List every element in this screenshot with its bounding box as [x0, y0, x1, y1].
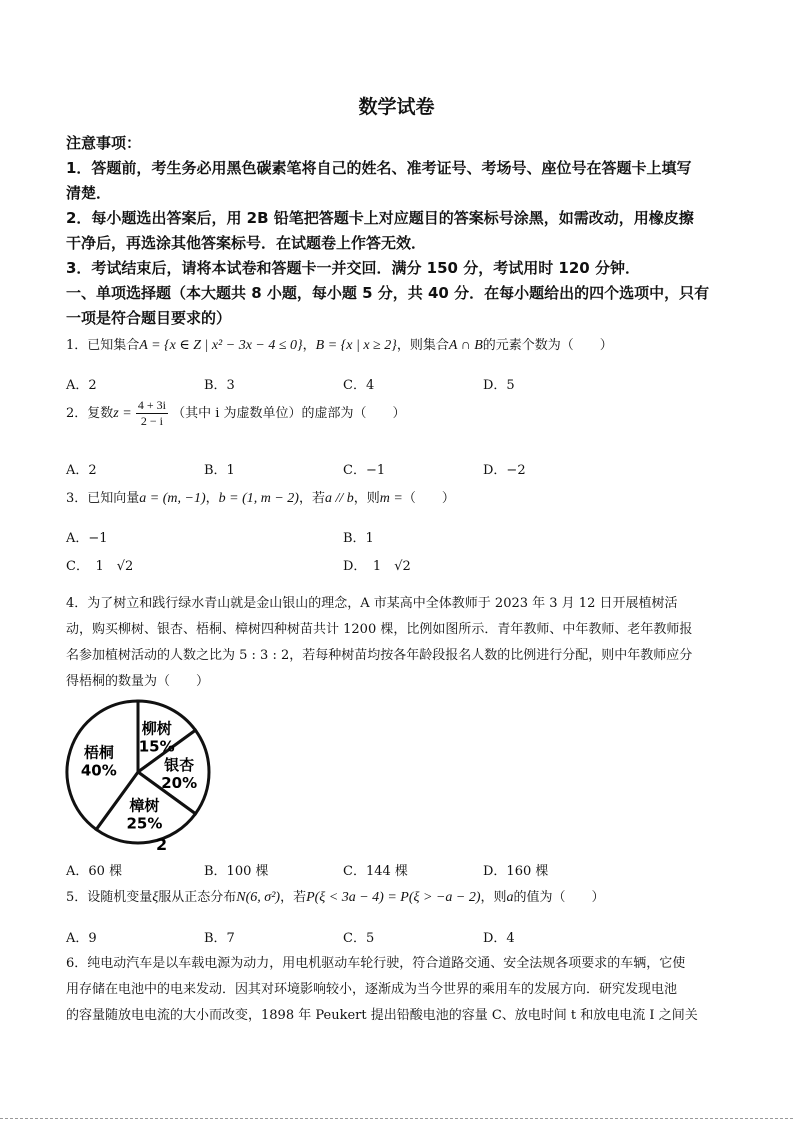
pie-value-label-2: 25%	[126, 814, 163, 833]
pie-label-0: 柳树	[141, 719, 172, 738]
q4-line2: 动，购买柳树、银杏、梧桐、樟树四种树苗共计 1200 棵，比例如图所示．青年教师、中年教师、老年教师报	[66, 622, 693, 637]
pie-label-1: 银杏	[164, 756, 195, 774]
q5-option-a: A．9	[66, 931, 97, 946]
q1-option-b: B．3	[204, 378, 235, 393]
notice-item1-line1: 1．答题前，考生务必用黑色碳素笔将自己的姓名、准考证号、考场号、座位号在答题卡上填写	[66, 159, 692, 177]
q2-var: z =	[113, 406, 132, 421]
pie-chart	[60, 696, 220, 852]
q2-fraction	[136, 398, 168, 429]
q4-line4: 得梧桐的数量为（ ）	[66, 674, 210, 689]
pie-value-label-1: 20%	[161, 774, 198, 792]
q2-option-c: C．−1	[343, 463, 386, 478]
q5-prefix: 5．设随机变量	[66, 890, 153, 905]
q2-numerator: 4 + 3i	[137, 398, 166, 412]
q4-option-b: B．100 棵	[204, 864, 269, 879]
q5-tail: 的值为（ ）	[513, 890, 605, 905]
q4-option-d: D．160 棵	[483, 864, 549, 879]
q2-option-a: A．2	[66, 463, 97, 478]
q4-line1: 4．为了树立和践行绿水青山就是金山银山的理念，A 市某高中全体教师于 2023 年 3 月 12 日开展植树活	[66, 596, 678, 611]
q5-option-c: C．5	[343, 931, 375, 946]
q5-option-b: B．7	[204, 931, 235, 946]
q1-expr: A ∩ B	[448, 338, 483, 353]
q3-tail: （ ）	[402, 491, 455, 506]
pie-value-label-3: 40%	[80, 761, 117, 780]
q4-line3: 名参加植树活动的人数之比为 5 : 3 : 2，若每种树苗均按各年龄段报名人数的比例进行分配，则中年教师应分	[66, 648, 693, 663]
q2-option-b: B．1	[204, 463, 235, 478]
q2-denominator: 2 − i	[140, 414, 163, 428]
q3-option-a: A．−1	[66, 531, 108, 546]
notice-heading: 注意事项：	[66, 134, 142, 152]
q1-prefix: 1．已知集合	[66, 338, 140, 353]
q6-line2: 用存储在电池中的电来发动．因其对环境影响较小，逐渐成为当今世界的乘用车的发展方向．研究发现电池	[66, 982, 678, 997]
q3-vector-a: a = (m, −1)	[139, 491, 206, 506]
q1-suffix: ，则集合	[396, 338, 449, 353]
q5-sep: ，若	[280, 890, 307, 905]
q5-xi: ξ	[152, 890, 159, 905]
q3-ask: m =	[379, 491, 403, 506]
q5-option-d: D．4	[483, 931, 515, 946]
q6-line1: 6．纯电动汽车是以车载电源为动力，用电机驱动车轮行驶，符合道路交通、安全法规各项要求的车辆，它使	[66, 956, 686, 971]
q1-tail: 的元素个数为（ ）	[482, 338, 613, 353]
question-2	[66, 398, 406, 429]
q3-mid2: ，则	[353, 491, 380, 506]
pie-label-3: 梧桐	[83, 743, 114, 762]
q3-mid: ，若	[298, 491, 325, 506]
q3-option-d: D． 1 √2	[343, 559, 411, 574]
notice-item2-line1: 2．每小题选出答案后，用 2B 铅笔把答题卡上对应题目的答案标号涂黑，如需改动，用橡皮擦	[66, 209, 694, 227]
page-title: 数学试卷	[358, 96, 435, 118]
page-bottom-divider	[0, 1118, 793, 1119]
q4-option-a: A．60 棵	[66, 864, 123, 879]
pie-label-2: 樟树	[129, 796, 160, 815]
q3-option-b: B．1	[343, 531, 374, 546]
q5-distribution: N(6, σ²)	[236, 890, 281, 905]
q1-option-d: D．5	[483, 378, 515, 393]
pie-value-label-0: 15%	[138, 737, 175, 756]
q2-prefix: 2．复数	[66, 406, 114, 421]
notice-item1-line2: 清楚．	[66, 184, 112, 202]
q5-var: a	[506, 890, 514, 905]
question-3	[66, 487, 455, 507]
question-5	[66, 886, 605, 906]
notice-item3: 3．考试结束后，请将本试卷和答题卡一并交回．满分 150 分，考试用时 120 分钟．	[66, 259, 640, 277]
q1-set-a: A = {x ∈ Z | x² − 3x − 4 ≤ 0}	[139, 338, 303, 353]
q5-mid: 服从正态分布	[158, 890, 237, 905]
q5-mid2: ，则	[480, 890, 507, 905]
q3-condition: a // b	[325, 491, 354, 506]
pie-annotation: 2	[156, 835, 168, 852]
q5-condition: P(ξ < 3a − 4) = P(ξ > −a − 2)	[306, 890, 481, 905]
section1-line1: 一、单项选择题（本大题共 8 小题，每小题 5 分，共 40 分．在每小题给出的四个选项中，只有	[66, 284, 710, 302]
q1-sep: ，	[302, 338, 316, 353]
q1-option-c: C．4	[343, 378, 375, 393]
q1-option-a: A．2	[66, 378, 97, 393]
question-1	[66, 334, 613, 354]
q3-vector-b: b = (1, m − 2)	[218, 491, 299, 506]
q2-tail: （其中 i 为虚数单位）的虚部为（ ）	[172, 406, 406, 421]
q2-option-d: D．−2	[483, 463, 526, 478]
q3-sep: ，	[205, 491, 219, 506]
q1-set-b: B = {x | x ≥ 2}	[315, 338, 397, 353]
q3-option-c: C． 1 √2	[66, 559, 134, 574]
q6-line3: 的容量随放电电流的大小而改变，1898 年 Peukert 提出铅酸电池的容量 C、放电时间 t 和放电电流 I 之间关	[66, 1008, 698, 1023]
section1-line2: 一项是符合题目要求的）	[66, 309, 232, 327]
q3-prefix: 3．已知向量	[66, 491, 140, 506]
notice-item2-line2: 干净后，再选涂其他答案标号．在试题卷上作答无效．	[66, 234, 427, 252]
q4-option-c: C．144 棵	[343, 864, 408, 879]
